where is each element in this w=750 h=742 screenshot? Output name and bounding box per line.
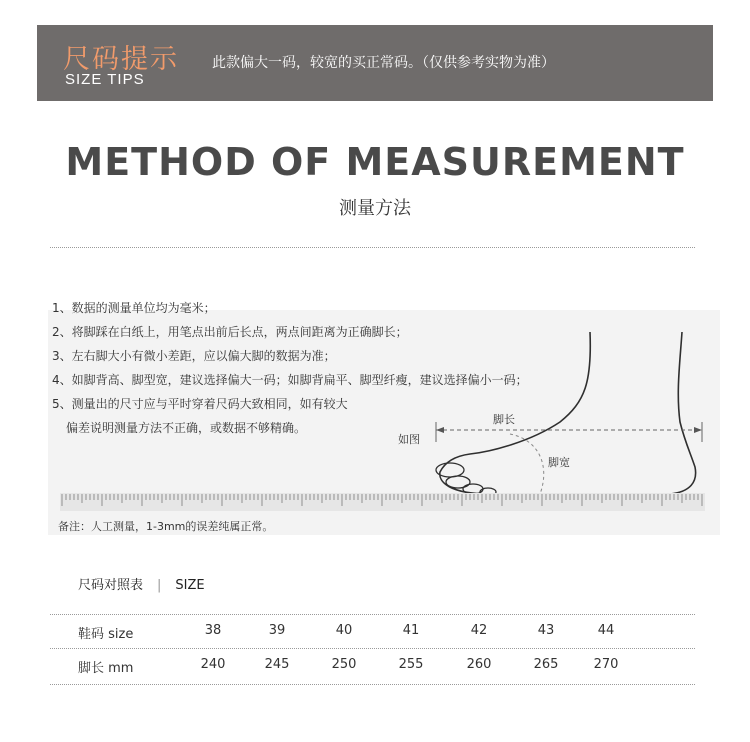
step-5: 5、测量出的尺寸应与平时穿着尺码大致相同，如有较大 xyxy=(52,397,348,411)
length-cell: 265 xyxy=(533,657,559,672)
table-divider-bottom xyxy=(50,684,695,685)
length-cell: 245 xyxy=(264,657,290,672)
banner-note: 此款偏大一码，较宽的买正常码。（仅供参考实物为准） xyxy=(212,55,555,71)
foot-length-label: 脚长 xyxy=(493,413,515,426)
size-cell: 40 xyxy=(335,623,353,638)
size-cell: 39 xyxy=(268,623,286,638)
divider xyxy=(50,247,695,248)
table-divider-mid xyxy=(50,648,695,649)
size-chart-title xyxy=(78,574,205,593)
size-cell: 41 xyxy=(402,623,420,638)
table-divider-top xyxy=(50,614,695,615)
size-cell: 38 xyxy=(204,623,222,638)
step-1: 1、数据的测量单位均为毫米； xyxy=(52,301,216,315)
banner-title-cn: 尺码提示 xyxy=(63,44,179,75)
example-label: 如图 xyxy=(398,433,420,446)
foot-diagram-illustration xyxy=(380,322,720,502)
size-tips-banner xyxy=(37,25,713,101)
row-label-size: 鞋码 size xyxy=(78,627,134,642)
step-4: 4、如脚背高、脚型宽，建议选择偏大一码；如脚背扁平、脚型纤瘦，建议选择偏小一码； xyxy=(52,373,528,387)
method-title: METHOD OF MEASUREMENT xyxy=(65,140,685,184)
foot-width-label: 脚宽 xyxy=(548,456,570,469)
length-cell: 255 xyxy=(398,657,424,672)
length-cell: 240 xyxy=(200,657,226,672)
length-cell: 250 xyxy=(331,657,357,672)
row-label-length: 脚长 mm xyxy=(78,661,134,676)
banner-title-en: SIZE TIPS xyxy=(65,71,145,88)
step-2: 2、将脚踩在白纸上，用笔点出前后长点，两点间距离为正确脚长； xyxy=(52,325,408,339)
size-cell: 44 xyxy=(597,623,615,638)
measurement-note: 备注：人工测量，1-3mm的误差纯属正常。 xyxy=(58,520,274,533)
step-5-cont: 偏差说明测量方法不正确，或数据不够精确。 xyxy=(66,421,307,435)
length-cell: 260 xyxy=(466,657,492,672)
ruler xyxy=(60,491,705,513)
method-subtitle: 测量方法 xyxy=(339,198,411,219)
size-cell: 42 xyxy=(470,623,488,638)
size-chart-title-cn: 尺码对照表 xyxy=(78,578,144,593)
title-separator: | xyxy=(157,578,162,593)
size-cell: 43 xyxy=(537,623,555,638)
length-cell: 270 xyxy=(593,657,619,672)
step-3: 3、左右脚大小有微小差距，应以偏大脚的数据为准； xyxy=(52,349,336,363)
size-chart-title-en: SIZE xyxy=(175,578,205,593)
